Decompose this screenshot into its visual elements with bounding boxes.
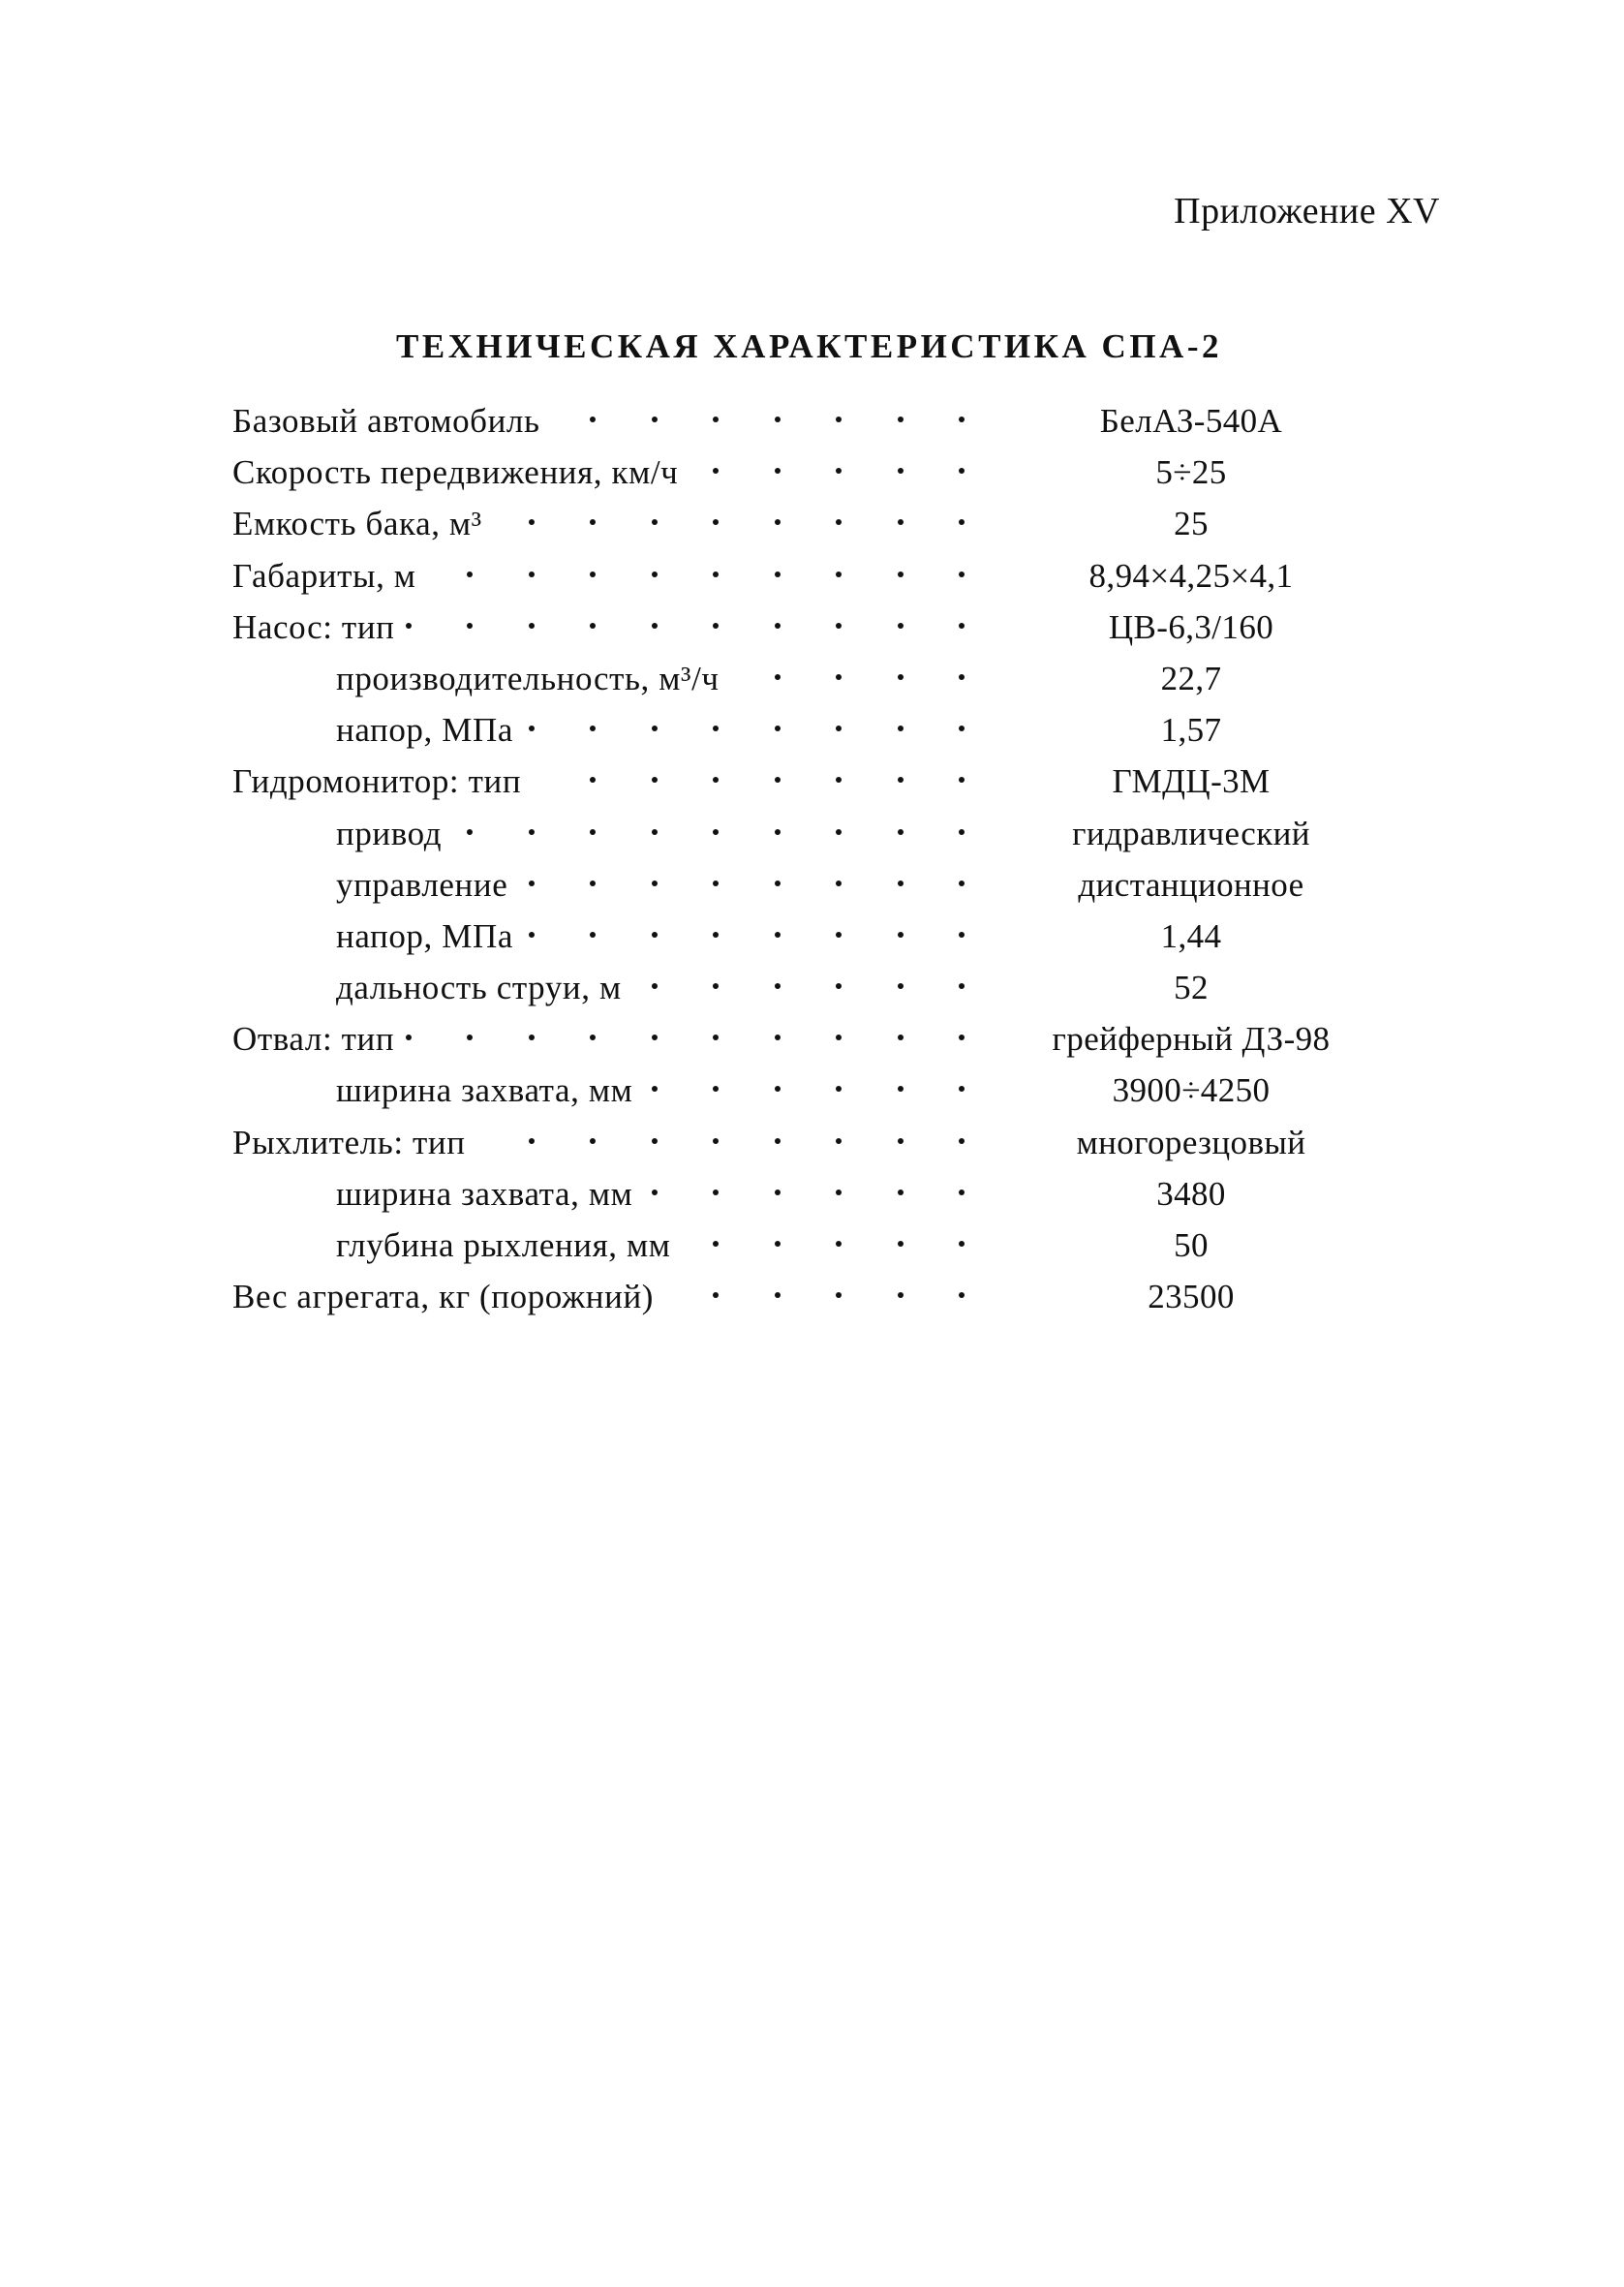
leader-dot (836, 572, 842, 577)
leader-dot (836, 829, 842, 835)
leader-dot (959, 1086, 965, 1092)
leader-dot (898, 519, 904, 525)
dot-leader (232, 1013, 978, 1065)
spec-row-unit-weight (232, 1271, 1356, 1322)
leader-dot (713, 1035, 719, 1040)
spec-value: 1,44 (1160, 916, 1222, 955)
leader-dot (713, 572, 719, 577)
leader-dot (775, 777, 781, 783)
page-title-text: ТЕХНИЧЕСКАЯ ХАРАКТЕРИСТИКА СПА-2 (396, 327, 1222, 365)
leader-dot (836, 1292, 842, 1298)
leader-dot (713, 1138, 719, 1144)
leader-dot (898, 674, 904, 680)
spec-row-ripper-type (232, 1117, 1356, 1168)
leader-dot (836, 983, 842, 989)
leader-dot (898, 829, 904, 835)
dot-leader (232, 1117, 978, 1168)
leader-dot (775, 1241, 781, 1247)
leader-dot (652, 932, 658, 938)
leader-dot (959, 932, 965, 938)
leader-dot (529, 932, 535, 938)
leader-dot (959, 1190, 965, 1195)
spec-value: ГМДЦ-3М (1112, 762, 1271, 801)
leader-dot (775, 932, 781, 938)
dot-leader (232, 602, 978, 653)
leader-dot (959, 519, 965, 525)
leader-dot (959, 1138, 965, 1144)
leader-dot (529, 519, 535, 525)
leader-dot (959, 881, 965, 886)
leader-dot (959, 1292, 965, 1298)
leader-dot (959, 417, 965, 422)
leader-dot (590, 881, 596, 886)
spec-value: 50 (1174, 1226, 1209, 1264)
leader-dot (713, 519, 719, 525)
leader-dot (898, 1292, 904, 1298)
leader-dot (652, 519, 658, 525)
leader-dot (775, 1035, 781, 1040)
spec-label: Базовый автомобиль (232, 402, 540, 440)
leader-dot (652, 417, 658, 422)
leader-dot (652, 983, 658, 989)
leader-dot (529, 726, 535, 731)
leader-dot (590, 932, 596, 938)
spec-label: Рыхлитель: тип (232, 1123, 466, 1161)
leader-dot (529, 1035, 535, 1040)
leader-dot (775, 1086, 781, 1092)
spec-row-monitor-drive (232, 808, 1356, 859)
leader-dot (836, 881, 842, 886)
leader-dot (898, 1138, 904, 1144)
leader-dot (713, 1241, 719, 1247)
leader-dot (898, 932, 904, 938)
dot-leader (232, 550, 978, 602)
leader-dot (467, 623, 473, 629)
spec-value: многорезцовый (1076, 1123, 1306, 1161)
spec-row-monitor-control (232, 859, 1356, 911)
spec-value: гидравлический (1072, 814, 1310, 852)
leader-dot (590, 519, 596, 525)
leader-dot (529, 572, 535, 577)
spec-value: 8,94×4,25×4,1 (1088, 556, 1294, 595)
leader-dot (467, 1035, 473, 1040)
spec-label: ширина захвата, мм (336, 1071, 633, 1110)
spec-value: 1,57 (1160, 711, 1222, 750)
spec-label: Емкость бака, м³ (232, 505, 482, 543)
dot-leader (232, 498, 978, 549)
leader-dot (898, 777, 904, 783)
leader-dot (529, 623, 535, 629)
leader-dot (836, 674, 842, 680)
leader-dot (959, 1035, 965, 1040)
dot-leader (232, 911, 978, 962)
leader-dot (713, 983, 719, 989)
leader-dot (775, 417, 781, 422)
leader-dot (836, 519, 842, 525)
leader-dot (652, 1035, 658, 1040)
leader-dot (652, 1138, 658, 1144)
spec-label: дальность струи, м (336, 969, 622, 1007)
leader-dot (898, 1035, 904, 1040)
leader-dot (652, 572, 658, 577)
spec-label: Гидромонитор: тип (232, 762, 522, 801)
leader-dot (959, 623, 965, 629)
leader-dot (898, 881, 904, 886)
leader-dot (959, 1241, 965, 1247)
leader-dot (898, 468, 904, 474)
leader-dot (713, 417, 719, 422)
leader-dot (590, 777, 596, 783)
leader-dot (898, 1241, 904, 1247)
spec-row-tank-capacity (232, 498, 1356, 549)
leader-dot (836, 726, 842, 731)
leader-dot (836, 623, 842, 629)
dot-leader (232, 447, 978, 498)
leader-dot (713, 623, 719, 629)
leader-dot (775, 726, 781, 731)
leader-dot (898, 1086, 904, 1092)
leader-dot (652, 881, 658, 886)
leader-dot (529, 1138, 535, 1144)
dot-leader (232, 1065, 978, 1116)
spec-value: грейферный ДЗ-98 (1052, 1020, 1331, 1059)
leader-dot (775, 519, 781, 525)
leader-dot (652, 777, 658, 783)
page-title (0, 327, 1624, 366)
leader-dot (652, 623, 658, 629)
leader-dot (836, 468, 842, 474)
leader-dot (590, 417, 596, 422)
leader-dot (775, 829, 781, 835)
spec-value: 52 (1174, 969, 1209, 1007)
spec-row-base-vehicle (232, 395, 1356, 447)
leader-dot (652, 1086, 658, 1092)
spec-label: напор, МПа (336, 711, 513, 750)
leader-dot (713, 881, 719, 886)
leader-dot (713, 932, 719, 938)
spec-row-blade-type (232, 1013, 1356, 1065)
leader-dot (590, 572, 596, 577)
spec-value: 22,7 (1160, 659, 1222, 697)
leader-dot (959, 777, 965, 783)
spec-row-monitor-type (232, 756, 1356, 807)
spec-label: глубина рыхления, мм (336, 1226, 671, 1264)
leader-dot (590, 726, 596, 731)
spec-row-dimensions (232, 550, 1356, 602)
spec-row-jet-range (232, 962, 1356, 1013)
spec-label: Габариты, м (232, 556, 416, 595)
dot-leader (232, 808, 978, 859)
spec-row-travel-speed (232, 447, 1356, 498)
leader-dot (406, 1035, 412, 1040)
spec-label: Вес агрегата, кг (порожний) (232, 1278, 655, 1316)
leader-dot (590, 1138, 596, 1144)
spec-value: 5÷25 (1155, 453, 1227, 492)
spec-value: 23500 (1148, 1278, 1235, 1316)
spec-value: 3480 (1156, 1174, 1226, 1213)
spec-label: производительность, м³/ч (336, 659, 720, 697)
dot-leader (232, 962, 978, 1013)
leader-dot (529, 829, 535, 835)
spec-label: управление (336, 865, 508, 904)
spec-value: 25 (1174, 505, 1209, 543)
leader-dot (959, 983, 965, 989)
leader-dot (713, 777, 719, 783)
leader-dot (529, 881, 535, 886)
leader-dot (590, 1035, 596, 1040)
dot-leader (232, 395, 978, 447)
leader-dot (836, 1086, 842, 1092)
spec-label: Насос: тип (232, 607, 395, 646)
leader-dot (959, 829, 965, 835)
spec-label: ширина захвата, мм (336, 1174, 633, 1213)
leader-dot (836, 932, 842, 938)
spec-label: привод (336, 814, 443, 852)
leader-dot (713, 1086, 719, 1092)
leader-dot (652, 829, 658, 835)
leader-dot (713, 726, 719, 731)
dot-leader (232, 1168, 978, 1220)
leader-dot (775, 881, 781, 886)
dot-leader (232, 1271, 978, 1322)
spec-label: Отвал: тип (232, 1020, 395, 1059)
spec-row-pump-capacity (232, 653, 1356, 704)
leader-dot (713, 829, 719, 835)
leader-dot (959, 572, 965, 577)
leader-dot (959, 726, 965, 731)
leader-dot (836, 1035, 842, 1040)
dot-leader (232, 704, 978, 756)
spec-label: напор, МПа (336, 916, 513, 955)
leader-dot (836, 1241, 842, 1247)
leader-dot (836, 777, 842, 783)
leader-dot (775, 468, 781, 474)
leader-dot (775, 1138, 781, 1144)
leader-dot (713, 468, 719, 474)
spec-row-pump-type (232, 602, 1356, 653)
leader-dot (898, 623, 904, 629)
leader-dot (713, 1190, 719, 1195)
leader-dot (590, 623, 596, 629)
spec-value: БелАЗ-540А (1099, 402, 1283, 440)
spec-value: дистанционное (1078, 865, 1304, 904)
spec-row-ripper-width (232, 1168, 1356, 1220)
spec-row-ripper-depth (232, 1220, 1356, 1271)
spec-row-blade-width (232, 1065, 1356, 1116)
leader-dot (467, 829, 473, 835)
dot-leader (232, 653, 978, 704)
leader-dot (836, 417, 842, 422)
leader-dot (836, 1190, 842, 1195)
appendix-label: Приложение XV (1174, 191, 1440, 232)
leader-dot (898, 1190, 904, 1195)
spec-label: Скорость передвижения, км/ч (232, 453, 679, 492)
leader-dot (652, 1190, 658, 1195)
leader-dot (959, 674, 965, 680)
leader-dot (898, 572, 904, 577)
leader-dot (775, 983, 781, 989)
leader-dot (959, 468, 965, 474)
leader-dot (898, 983, 904, 989)
spec-table (232, 395, 1356, 1322)
leader-dot (775, 623, 781, 629)
spec-row-monitor-head (232, 911, 1356, 962)
leader-dot (713, 1292, 719, 1298)
leader-dot (406, 623, 412, 629)
spec-row-pump-head (232, 704, 1356, 756)
leader-dot (775, 1190, 781, 1195)
leader-dot (775, 1292, 781, 1298)
dot-leader (232, 859, 978, 911)
dot-leader (232, 1220, 978, 1271)
leader-dot (590, 829, 596, 835)
leader-dot (836, 1138, 842, 1144)
leader-dot (775, 572, 781, 577)
dot-leader (232, 756, 978, 807)
leader-dot (898, 726, 904, 731)
spec-value: 3900÷4250 (1112, 1071, 1271, 1110)
leader-dot (775, 674, 781, 680)
leader-dot (898, 417, 904, 422)
leader-dot (467, 572, 473, 577)
spec-value: ЦВ-6,3/160 (1108, 607, 1274, 646)
leader-dot (652, 726, 658, 731)
